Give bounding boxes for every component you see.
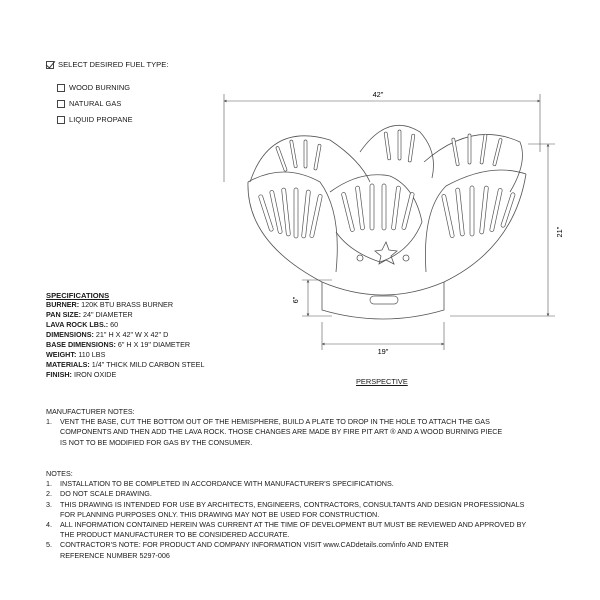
spec-key: FINISH:	[46, 370, 72, 379]
spec-row	[46, 360, 204, 370]
spec-row	[46, 370, 204, 380]
manufacturer-notes-title: MANUFACTURER NOTES:	[46, 407, 135, 416]
fuel-option-label: WOOD BURNING	[69, 83, 131, 92]
note-text: CONTRACTOR'S NOTE: FOR PRODUCT AND COMPANY INFORMATION VISIT www.CADdetails.com/info AND ENTER REFERENCE NUMBER 5297-006	[60, 540, 449, 560]
fuel-type-title: SELECT DESIRED FUEL TYPE:	[58, 60, 169, 69]
note-text: INSTALLATION TO BE COMPLETED IN ACCORDANCE WITH MANUFACTURER'S SPECIFICATIONS.	[60, 479, 394, 489]
spec-row	[46, 330, 204, 340]
note-item	[46, 489, 576, 499]
spec-key: WEIGHT:	[46, 350, 77, 359]
note-item	[46, 500, 576, 520]
note-item	[46, 520, 576, 540]
fuel-type-header	[46, 60, 168, 69]
note-number: 3.	[46, 499, 52, 509]
spec-key: BASE DIMENSIONS:	[46, 340, 116, 349]
fuel-option-liquid-propane[interactable]	[57, 115, 133, 124]
dim-width	[224, 94, 540, 182]
dim-base-height	[302, 280, 332, 316]
fuel-option-natural-gas[interactable]	[57, 99, 121, 108]
checkbox-liquid-propane[interactable]	[57, 116, 65, 124]
notes-section	[46, 469, 576, 561]
spec-value: 6" H X 19" DIAMETER	[117, 340, 191, 349]
spec-value: 120K BTU BRASS BURNER	[81, 300, 174, 309]
width-label: 42"	[372, 90, 384, 99]
spec-value: 110 LBS	[78, 350, 106, 359]
height-label: 21"	[555, 226, 564, 238]
spec-value: 60	[110, 320, 119, 329]
note-number: 1.	[46, 417, 52, 427]
specifications-title: SPECIFICATIONS	[46, 291, 110, 300]
specifications-section	[46, 291, 204, 380]
spec-row	[46, 310, 204, 320]
spec-row	[46, 320, 204, 330]
note-number: 4.	[46, 520, 52, 530]
spec-key: DIMENSIONS:	[46, 330, 94, 339]
spec-value: 1/4" THICK MILD CARBON STEEL	[91, 360, 205, 369]
spec-value: 21" H X 42" W X 42" D	[95, 330, 169, 339]
spec-value: IRON OXIDE	[73, 370, 117, 379]
fuel-type-checked-box	[46, 61, 54, 69]
note-item	[46, 479, 576, 489]
fire-pit-perspective-drawing	[210, 82, 570, 382]
petal-slots	[258, 130, 515, 238]
base-width-label: 19"	[377, 347, 389, 356]
note-text: DO NOT SCALE DRAWING.	[60, 489, 152, 499]
note-text: ALL INFORMATION CONTAINED HEREIN WAS CURRENT AT THE TIME OF DEVELOPMENT BUT MUST BE REVIEWED AND APPROVED BY THE PRODUCT MANUFACTURER TO BE CONSIDERED ACCURATE.	[60, 520, 527, 540]
spec-key: BURNER:	[46, 300, 80, 309]
note-text: VENT THE BASE, CUT THE BOTTOM OUT OF THE HEMISPHERE, BUILD A PLATE TO DROP IN THE HOLE TO ATTACH THE GAS COMPONENTS AND THEN ADD THE LAVA ROCK. THOSE CHANGES ARE MADE BY FIRE PIT ART ® AND A WOOD BURNING PIECE IS NOT TO BE MODIFIED FOR GAS BY THE CONSUMER.	[60, 417, 503, 447]
spec-value: 24" DIAMETER	[83, 310, 133, 319]
dim-base-width	[322, 322, 444, 350]
fuel-option-label: LIQUID PROPANE	[69, 115, 133, 124]
spec-key: MATERIALS:	[46, 360, 90, 369]
fire-pit-base	[322, 282, 444, 319]
base-height-label: 6"	[291, 296, 300, 304]
checkbox-natural-gas[interactable]	[57, 100, 65, 108]
note-number: 2.	[46, 489, 52, 499]
note-text: THIS DRAWING IS INTENDED FOR USE BY ARCHITECTS, ENGINEERS, CONTRACTORS, CONSULTANTS AND DESIGN PROFESSIONALS FOR PLANNING PURPOSES ONLY. THIS DRAWING MAY NOT BE USED FOR CONSTRUCTION.	[60, 499, 525, 519]
fuel-option-label: NATURAL GAS	[69, 99, 122, 108]
spec-row	[46, 350, 204, 360]
manufacturer-notes-section	[46, 407, 566, 448]
spec-row	[46, 340, 204, 350]
checkbox-wood-burning[interactable]	[57, 84, 65, 92]
fuel-option-wood[interactable]	[57, 83, 130, 92]
spec-key: PAN SIZE:	[46, 310, 82, 319]
manufacturer-note-item	[46, 417, 566, 448]
note-number: 5.	[46, 540, 52, 550]
notes-title: NOTES:	[46, 469, 73, 478]
perspective-caption: PERSPECTIVE	[356, 377, 408, 386]
spec-row	[46, 300, 204, 310]
note-item	[46, 540, 576, 560]
note-number: 1.	[46, 479, 52, 489]
spec-key: LAVA ROCK LBS.:	[46, 320, 109, 329]
